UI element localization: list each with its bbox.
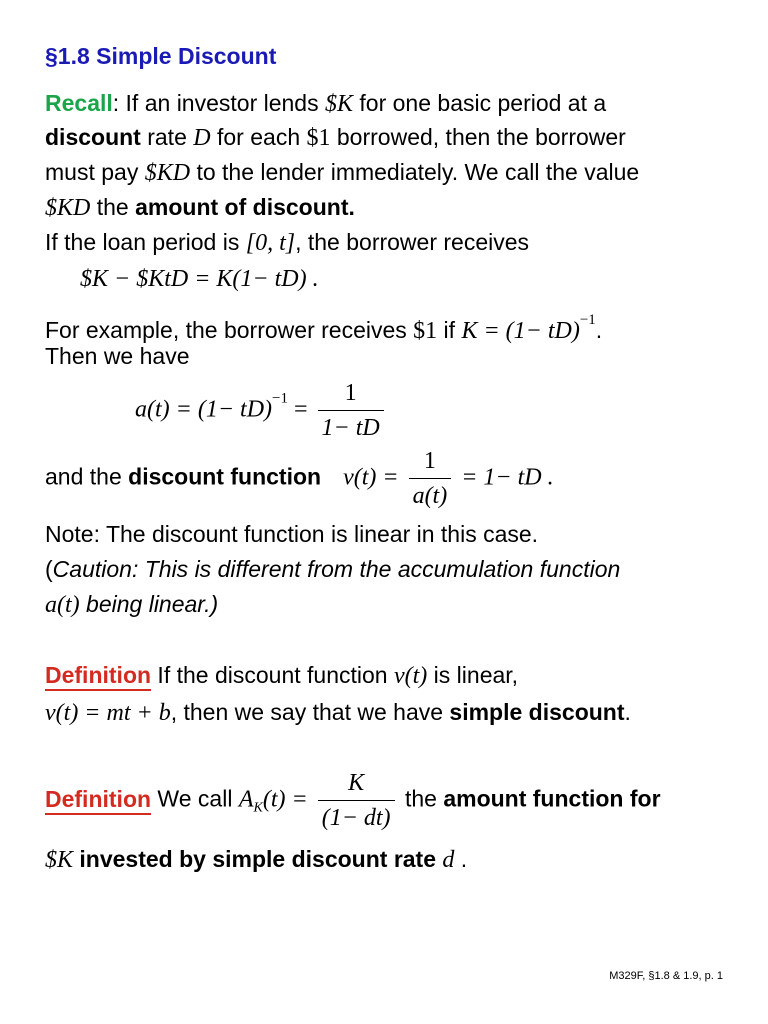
- recall-line-1: [45, 88, 606, 119]
- math-one-dollar: $1: [413, 318, 438, 344]
- math-formula: $K − $KtD = K(1− tD) .: [80, 266, 319, 292]
- text: for one basic period at a: [353, 90, 607, 116]
- caution-line-1: [45, 554, 620, 584]
- bold-discount-function: discount function: [128, 463, 322, 490]
- text: , the borrower receives: [295, 229, 530, 255]
- math-KD: $KD: [45, 195, 91, 221]
- text: and the: [45, 463, 129, 490]
- definition-1-line-2: [45, 697, 631, 728]
- math-lhs: v(t) =: [343, 464, 405, 491]
- math-one-dollar: $1: [306, 125, 331, 151]
- text: is linear,: [427, 662, 519, 688]
- loan-formula: [80, 263, 319, 294]
- bold-discount: discount: [45, 124, 141, 150]
- math-lhs: (t) =: [262, 786, 314, 813]
- recall-line-2: [45, 122, 626, 153]
- bold-invested-text: invested by simple discount rate: [73, 846, 443, 872]
- fraction-denominator: a(t): [409, 478, 452, 511]
- example-line: [45, 305, 602, 346]
- text: (: [45, 556, 53, 582]
- fraction-denominator: (1− dt): [318, 800, 395, 833]
- fraction-numerator: K: [348, 770, 365, 796]
- text: if: [437, 317, 462, 343]
- page-footer: M329F, §1.8 & 1.9, p. 1: [609, 970, 723, 982]
- page-title: §1.8 Simple Discount: [45, 43, 277, 69]
- text: borrowed, then the borrower: [330, 124, 626, 150]
- definition-label: Definition: [45, 786, 151, 815]
- fraction-numerator: 1: [344, 380, 357, 406]
- math-at: a(t): [45, 592, 80, 618]
- math-K: $K: [325, 91, 354, 117]
- text: must pay: [45, 159, 145, 185]
- definition-2-line-2: [45, 844, 467, 875]
- text: If the loan period is: [45, 229, 246, 255]
- math-d: d: [442, 847, 455, 873]
- fraction-numerator: 1: [423, 448, 436, 474]
- text: : If an investor lends: [112, 90, 325, 116]
- math-interval: [0, t]: [245, 230, 296, 256]
- math-lhs: a(t) = (1− tD): [135, 396, 273, 423]
- recall-line-3: [45, 157, 639, 188]
- definition-1-line-1: [45, 660, 518, 691]
- math-exponent: −1: [579, 312, 596, 328]
- math-eq: =: [288, 396, 314, 423]
- math-subscript: K: [253, 800, 263, 816]
- loan-line: [45, 227, 529, 258]
- accumulation-formula: [135, 378, 388, 443]
- bold-simple-discount: simple discount: [449, 699, 625, 725]
- italic-text: being linear.): [79, 591, 219, 617]
- math-vt: v(t): [393, 663, 428, 689]
- fraction: [409, 446, 452, 511]
- text: .: [624, 699, 631, 725]
- math-KD: $KD: [144, 160, 191, 186]
- recall-label: Recall: [45, 90, 113, 116]
- caution-line-2: [45, 589, 218, 620]
- fraction: [318, 768, 395, 833]
- fraction: [318, 378, 384, 443]
- then-line: Then we have: [45, 343, 190, 369]
- note-line: Note: The discount function is linear in this case.: [45, 521, 539, 547]
- text: We call: [151, 785, 239, 812]
- math-D: D: [193, 125, 211, 151]
- definition-label: Definition: [45, 662, 151, 691]
- text: for each: [210, 124, 307, 150]
- text: the: [398, 785, 444, 812]
- math-formula: v(t) = mt + b: [45, 700, 171, 726]
- text: .: [454, 846, 468, 872]
- text: For example, the borrower receives: [45, 317, 414, 343]
- math-formula: K = (1− tD): [461, 318, 580, 344]
- fraction-denominator: 1− tD: [318, 410, 384, 443]
- italic-caution: Caution: This is different from the accumulation function: [52, 556, 621, 582]
- math-exponent: −1: [272, 390, 288, 407]
- text: to the lender immediately. We call the value: [190, 159, 640, 185]
- text: the: [90, 194, 136, 220]
- text: If the discount function: [151, 662, 394, 688]
- bold-amount-function: amount function for: [443, 785, 661, 812]
- text: , then we say that we have: [170, 699, 450, 725]
- definition-2-line-1: [45, 768, 661, 833]
- text: rate: [140, 124, 194, 150]
- math-rhs: = 1− tD .: [455, 464, 554, 491]
- recall-line-4: [45, 192, 355, 223]
- discount-function-line: [45, 446, 554, 511]
- math-K: $K: [45, 847, 74, 873]
- math-A: A: [238, 786, 254, 813]
- text: .: [595, 317, 603, 343]
- bold-amount-of-discount: amount of discount.: [135, 194, 355, 220]
